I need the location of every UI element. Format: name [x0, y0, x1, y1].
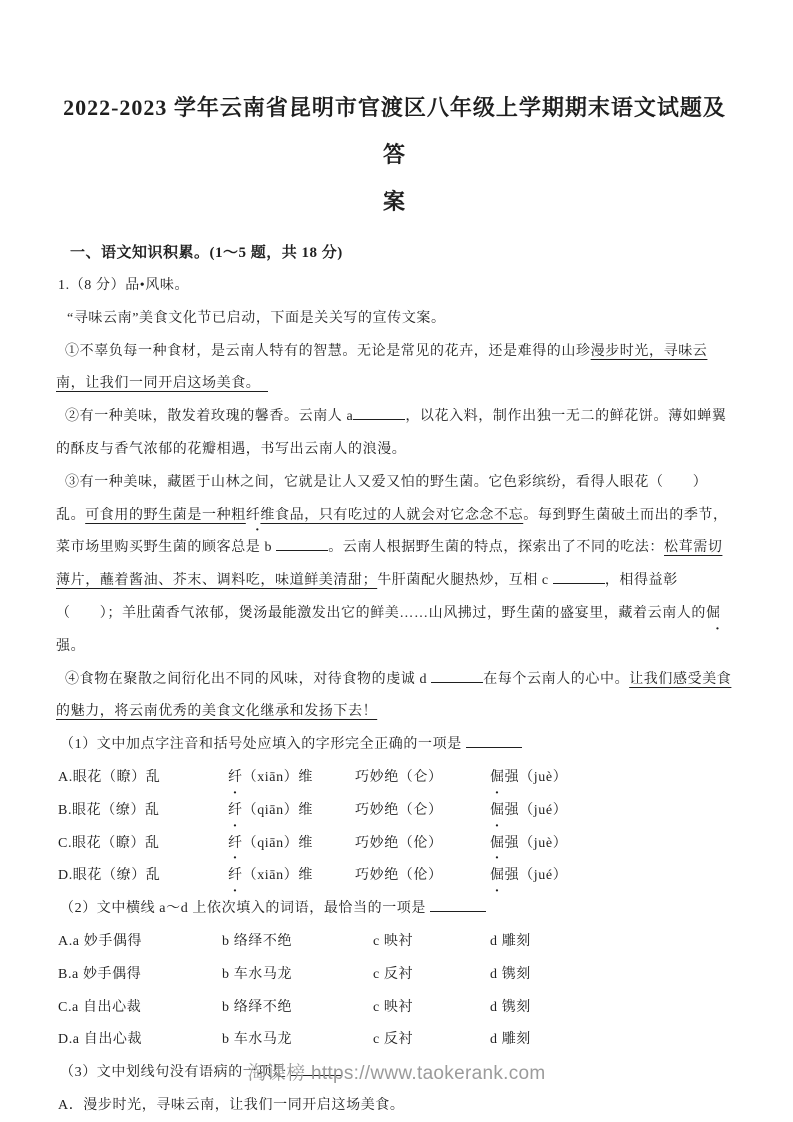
q1-paragraph-2: ②有一种美味，散发着玫瑰的馨香。云南人 a ，以花入料，制作出独一无二的鲜花饼。薄如蝉翼的酥皮与香气浓郁的花瓣相遇，书写出云南人的浪漫。 [56, 401, 733, 467]
q1-sub2-stem: （2）文中横线 a～d 上依次填入的词语，最恰当的一项是 [60, 893, 733, 926]
option-cell: A.眼花（瞭）乱 [58, 769, 161, 785]
option-cell: 纤（xiān）维 [228, 868, 313, 884]
option-row [58, 762, 733, 795]
option-cell: c 映衬 [373, 999, 414, 1015]
page-footer [0, 1058, 793, 1085]
footer-site-text: 淘课榜 https://www.taokerank.com [247, 1063, 546, 1084]
option-cell: 纤（xiān）维 [228, 769, 313, 785]
q1-paragraph-4: ④食物在聚散之间衍化出不同的风味，对待食物的虔诚 d 在每个云南人的心中。让我们感受美食的魅力，将云南优秀的美食文化继承和发扬下去！ [56, 664, 733, 730]
fill-in-blank [276, 538, 328, 551]
option-cell: B.眼花（缭）乱 [58, 802, 160, 818]
option-cell: 纤（qiān）维 [228, 802, 313, 818]
option-cell: 巧妙绝（伦） [355, 835, 443, 851]
option-cell: d 镌刻 [490, 999, 531, 1015]
option-cell: d 雕刻 [490, 1032, 531, 1048]
option-cell: b 车水马龙 [222, 966, 293, 982]
fill-in-blank [430, 899, 486, 912]
option-cell: 巧妙绝（仑） [355, 802, 443, 818]
option-cell: c 反衬 [373, 966, 414, 982]
option-cell: A.a 妙手偶得 [58, 933, 143, 949]
question-1 [56, 270, 733, 1122]
q1-sub2-options [56, 926, 733, 1057]
option-cell: c 映衬 [373, 933, 414, 949]
question-1-intro: “寻味云南”美食文化节已启动，下面是关关写的宣传文案。 [67, 310, 446, 326]
option-cell: c 反衬 [373, 1032, 414, 1048]
fill-in-blank [466, 735, 522, 748]
page-title-line-1: 2022-2023 学年云南省昆明市官渡区八年级上学期期末语文试题及答 [63, 95, 726, 167]
option-row [58, 959, 733, 992]
option-cell: b 络绎不绝 [222, 933, 293, 949]
page-title-line-2: 案 [382, 189, 406, 214]
option-cell: D.a 自出心裁 [58, 1032, 143, 1048]
option-cell: 倔强（jué） [490, 802, 568, 818]
option-row [58, 860, 733, 893]
q1-sub3-option-a: A．漫步时光，寻味云南，让我们一同开启这场美食。 [58, 1097, 405, 1113]
option-cell: B.a 妙手偶得 [58, 966, 142, 982]
option-cell: d 镌刻 [490, 966, 531, 982]
q1-paragraph-1: ①不辜负每一种食材，是云南人特有的智慧。无论是常见的花卉，还是难得的山珍漫步时光，寻味云南，让我们一同开启这场美食。 [56, 343, 708, 392]
option-cell: D.眼花（缭）乱 [58, 868, 161, 884]
option-cell: C.a 自出心裁 [58, 999, 142, 1015]
q1-sub1-stem: （1）文中加点字注音和括号处应填入的字形完全正确的一项是 [60, 729, 733, 762]
option-cell: 纤（qiān）维 [228, 835, 313, 851]
option-cell: b 络绎不绝 [222, 999, 293, 1015]
option-cell: 倔强（juè） [490, 769, 568, 785]
fill-in-blank [553, 571, 605, 584]
option-cell: 巧妙绝（仑） [355, 769, 443, 785]
option-row [58, 926, 733, 959]
section-heading: 一、语文知识积累。(1～5 题，共 18 分) [70, 245, 343, 261]
option-cell: C.眼花（瞭）乱 [58, 835, 160, 851]
option-cell: d 雕刻 [490, 933, 531, 949]
option-cell: 巧妙绝（伦） [355, 868, 443, 884]
fill-in-blank [431, 669, 483, 682]
question-1-stem: 1.（8 分）品•风味。 [58, 278, 190, 293]
option-cell: 倔强（juè） [490, 835, 568, 851]
option-row [58, 1024, 733, 1057]
option-row [58, 992, 733, 1025]
q1-paragraph-3: ③有一种美味，藏匿于山林之间，它就是让人又爱又怕的野生菌。它色彩缤纷，看得人眼花（ ）乱。可食用的野生菌是一种粗纤维食品，只有吃过的人就会对它念念不忘。每到野生菌破土而出的季节，菜市场里购买野生菌的顾客总是 b 。云南人根据野生菌的特点，探索出了不同的吃法：松茸需切薄片，蘸着酱油、芥末、调料吃，味道鲜美清甜；牛肝菌配火腿热炒，互相 c ，相得益彰（ ）；羊肚菌香气浓郁，煲汤最能激发出它的鲜美……山风拂过，野生菌的盛宴里，藏着云南人的倔强。 [56, 474, 728, 654]
option-row [58, 828, 733, 861]
option-row [58, 795, 733, 828]
fill-in-blank [353, 407, 405, 420]
option-cell: b 车水马龙 [222, 1032, 293, 1048]
page-title [56, 84, 733, 225]
q1-sub1-options [56, 762, 733, 893]
q1-sub3-stem: （3）文中划线句没有语病的一项是 [60, 1057, 733, 1090]
option-cell: 倔强（jué） [490, 868, 568, 884]
